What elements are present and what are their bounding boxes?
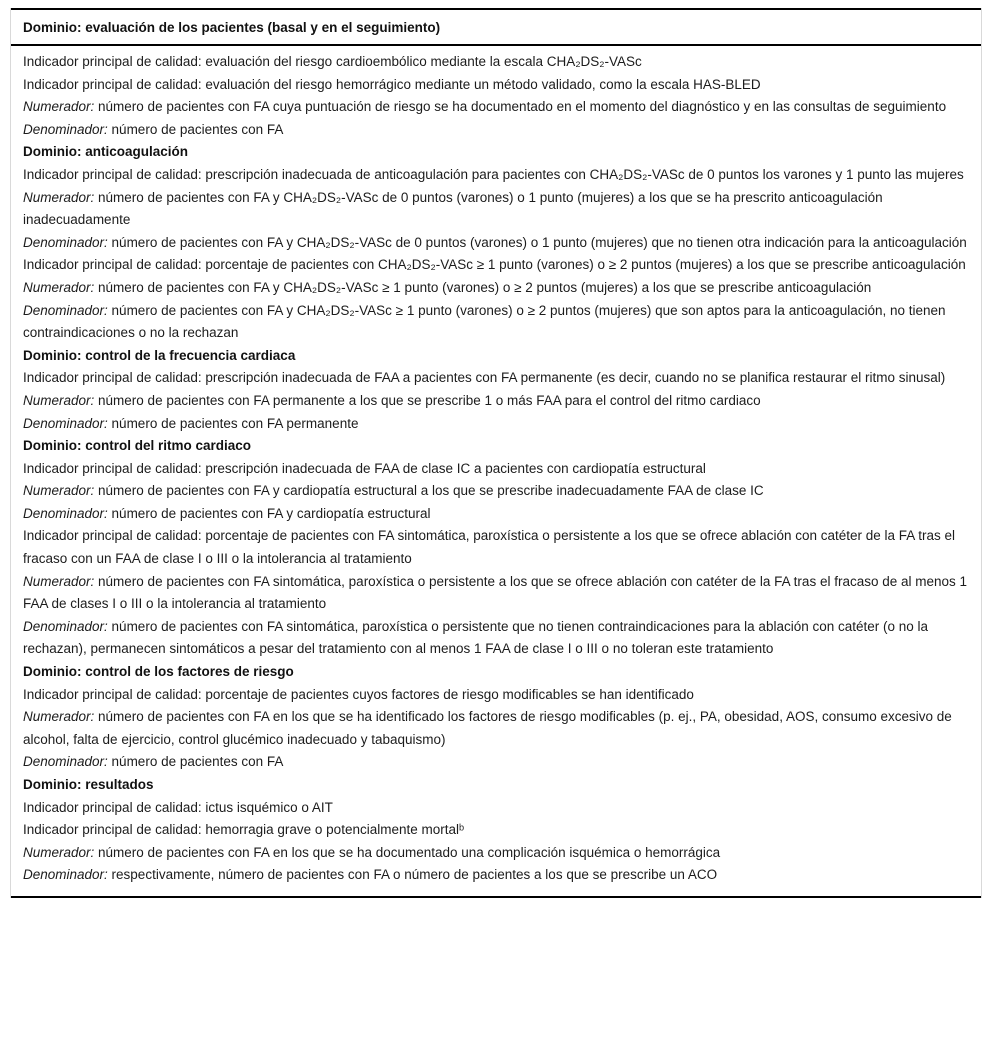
table-row	[23, 277, 969, 300]
quality-indicators-table	[10, 8, 982, 898]
table-row-domain	[23, 774, 969, 797]
row-text: Dominio: resultados	[23, 777, 154, 792]
row-text: Dominio: control del ritmo cardiaco	[23, 438, 252, 454]
row-text: Indicador principal de calidad: porcentaje de pacientes con CHA₂DS₂-VASc ≥ 1 punto (varones) o ≥ 2 puntos (mujeres) a los que se prescribe anticoagulación	[23, 257, 966, 273]
table-body	[11, 46, 981, 898]
row-label: Denominador:	[23, 415, 108, 431]
row-text: número de pacientes con FA y cardiopatía estructural a los que se prescribe inadecuadamente FAA de clase IC	[94, 483, 764, 499]
row-text: Indicador principal de calidad: evaluación del riesgo cardioembólico mediante la escala CHA₂DS₂-VASc	[23, 54, 642, 69]
row-text: Dominio: control de la frecuencia cardiaca	[23, 347, 296, 363]
row-text: Indicador principal de calidad: prescripción inadecuada de anticoagulación para pacientes con CHA₂DS₂-VASc de 0 puntos los varones y 1 punto las mujeres	[23, 166, 964, 182]
row-text: número de pacientes con FA en los que se ha identificado los factores de riesgo modificables (p. ej., PA, obesidad, AOS, consumo excesivo de alcohol, falta de ejercicio, control glucémico inadecuado y tabaquismo)	[23, 709, 952, 747]
table-row	[23, 751, 969, 774]
row-text: número de pacientes con FA sintomática, paroxística o persistente que no tienen contraindicaciones para la ablación con catéter (o no la rechazan), permanecen sintomáticos a pesar del tratamiento con al menos 1 FAA de clase I o III o no toleran este tratamiento	[23, 618, 929, 657]
row-label: Denominador:	[23, 505, 108, 521]
row-label: Denominador:	[23, 618, 108, 634]
row-label: Numerador:	[23, 392, 95, 408]
row-text: Indicador principal de calidad: evaluación del riesgo hemorrágico mediante un método validado, como la escala HAS-BLED	[23, 76, 761, 92]
row-text: Indicador principal de calidad: hemorragia grave o potencialmente mortalᵇ	[23, 822, 465, 838]
table-row	[23, 797, 969, 820]
row-label: Denominador:	[23, 754, 108, 770]
row-text: Indicador principal de calidad: prescripción inadecuada de FAA de clase IC a pacientes con cardiopatía estructural	[23, 460, 706, 476]
table-row	[23, 51, 969, 74]
row-text: Dominio: anticoagulación	[23, 144, 189, 160]
table-row	[23, 842, 969, 865]
table-row-domain	[23, 435, 969, 458]
table-row	[23, 706, 969, 751]
table-row-domain	[23, 345, 969, 368]
table-row	[23, 390, 969, 413]
table-row	[23, 119, 969, 142]
row-label: Numerador:	[23, 189, 95, 205]
table-row	[23, 300, 969, 345]
row-text: Indicador principal de calidad: prescripción inadecuada de FAA a pacientes con FA permanente (es decir, cuando no se planifica restaurar el ritmo sinusal)	[23, 370, 946, 386]
row-text: Dominio: control de los factores de riesgo	[23, 664, 294, 680]
row-text: número de pacientes con FA	[107, 754, 284, 770]
table-row	[23, 367, 969, 390]
row-text: número de pacientes con FA cuya puntuación de riesgo se ha documentado en el momento del diagnóstico y en las consultas de seguimiento	[94, 99, 947, 115]
table-row	[23, 616, 969, 661]
row-text: Indicador principal de calidad: ictus isquémico o AIT	[23, 799, 333, 815]
table-row	[23, 164, 969, 187]
row-text: número de pacientes con FA permanente	[107, 415, 359, 431]
row-label: Numerador:	[23, 573, 95, 589]
row-text: número de pacientes con FA y CHA₂DS₂-VASc ≥ 1 punto (varones) o ≥ 2 puntos (mujeres) a los que se prescribe anticoagulación	[94, 279, 872, 295]
row-text: número de pacientes con FA y CHA₂DS₂-VASc de 0 puntos (varones) o 1 punto (mujeres) a los que se ha prescrito anticoagulación inadecuadamente	[23, 189, 883, 228]
table-row	[23, 254, 969, 277]
row-text: número de pacientes con FA y CHA₂DS₂-VASc de 0 puntos (varones) o 1 punto (mujeres) que no tienen otra indicación para la anticoagulación	[107, 234, 967, 250]
row-label: Denominador:	[23, 121, 108, 137]
table-row	[23, 525, 969, 570]
table-row	[23, 96, 969, 119]
row-label: Numerador:	[23, 279, 95, 295]
row-label: Denominador:	[23, 302, 108, 318]
row-text: número de pacientes con FA y CHA₂DS₂-VASc ≥ 1 punto (varones) o ≥ 2 puntos (mujeres) que son aptos para la anticoagulación, no tienen contraindicaciones o no la rechazan	[23, 302, 946, 341]
table-row	[23, 187, 969, 232]
row-label: Numerador:	[23, 844, 95, 860]
row-label: Numerador:	[23, 99, 95, 115]
row-label: Denominador:	[23, 867, 108, 883]
row-label: Numerador:	[23, 709, 95, 725]
row-text: número de pacientes con FA permanente a los que se prescribe 1 o más FAA para el control del ritmo cardiaco	[94, 392, 761, 408]
row-label: Denominador:	[23, 234, 108, 250]
row-text: número de pacientes con FA y cardiopatía estructural	[107, 505, 431, 521]
row-text: respectivamente, número de pacientes con FA o número de pacientes a los que se prescribe un ACO	[107, 867, 718, 883]
table-row	[23, 864, 969, 887]
table-row	[23, 684, 969, 707]
table-row	[23, 74, 969, 97]
table-row	[23, 571, 969, 616]
table-row	[23, 503, 969, 526]
table-row	[23, 458, 969, 481]
row-label: Numerador:	[23, 483, 95, 499]
table-row	[23, 413, 969, 436]
table-row	[23, 232, 969, 255]
row-text: Indicador principal de calidad: porcentaje de pacientes con FA sintomática, paroxística o persistente a los que se ofrece ablación con catéter de la FA tras el fracaso con un FAA de clase I o III o la intolerancia al tratamiento	[23, 528, 956, 567]
table-header-domain: Dominio: evaluación de los pacientes (basal y en el seguimiento)	[11, 8, 981, 46]
row-text: número de pacientes con FA en los que se ha documentado una complicación isquémica o hemorrágica	[94, 844, 721, 860]
row-text: número de pacientes con FA sintomática, paroxística o persistente a los que se ofrece ablación con catéter de la FA tras el fracaso de al menos 1 FAA de clases I o III o la intolerancia al tratamiento	[23, 573, 968, 612]
row-text: número de pacientes con FA	[107, 121, 284, 137]
table-row-domain	[23, 661, 969, 684]
table-row	[23, 819, 969, 842]
row-text: Indicador principal de calidad: porcentaje de pacientes cuyos factores de riesgo modificables se han identificado	[23, 686, 694, 702]
table-row	[23, 480, 969, 503]
table-row-domain	[23, 141, 969, 164]
